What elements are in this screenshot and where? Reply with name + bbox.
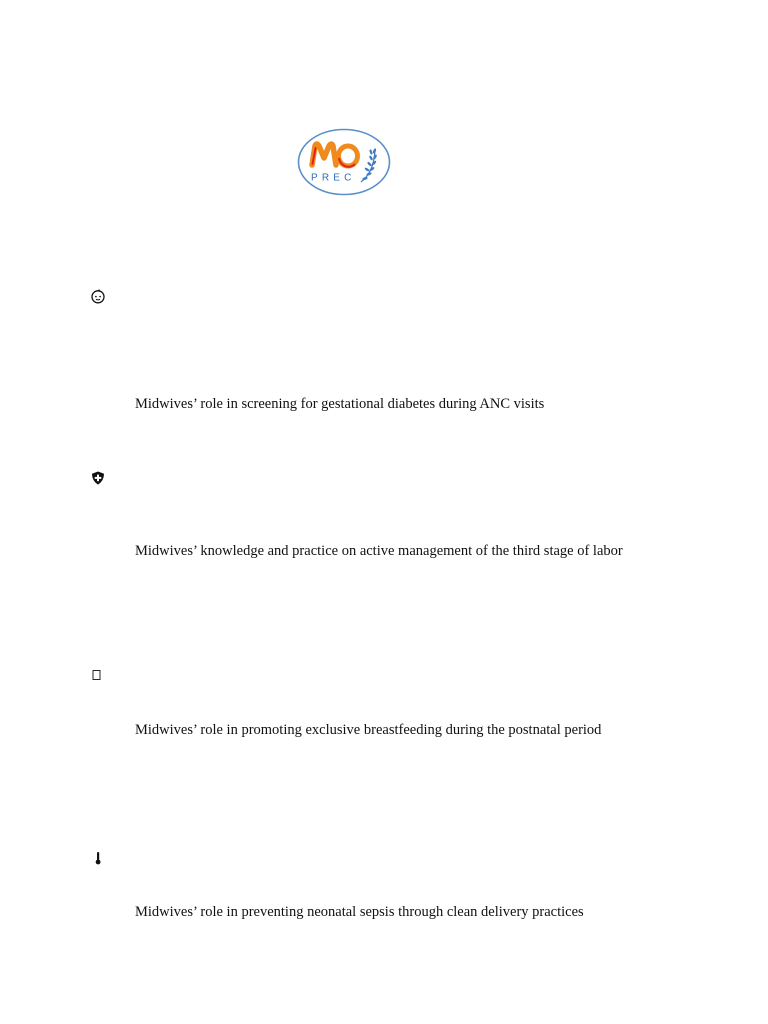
logo-subtitle: PREC: [311, 172, 356, 184]
topic-text-3: Midwives’ role in promoting exclusive breastfeeding during the postnatal period: [135, 722, 602, 738]
topic-text-1: Midwives’ role in screening for gestational diabetes during ANC visits: [135, 396, 545, 412]
baby-face-icon: [90, 288, 106, 304]
topic-text-4: Midwives’ role in preventing neonatal sepsis through clean delivery practices: [135, 904, 584, 920]
mo-prec-logo: [297, 128, 391, 196]
thermometer-icon: [90, 850, 106, 866]
missing-glyph-icon: [90, 667, 106, 683]
topic-text-2: Midwives’ knowledge and practice on active management of the third stage of labor: [135, 543, 623, 559]
medical-shield-icon: [90, 470, 106, 486]
